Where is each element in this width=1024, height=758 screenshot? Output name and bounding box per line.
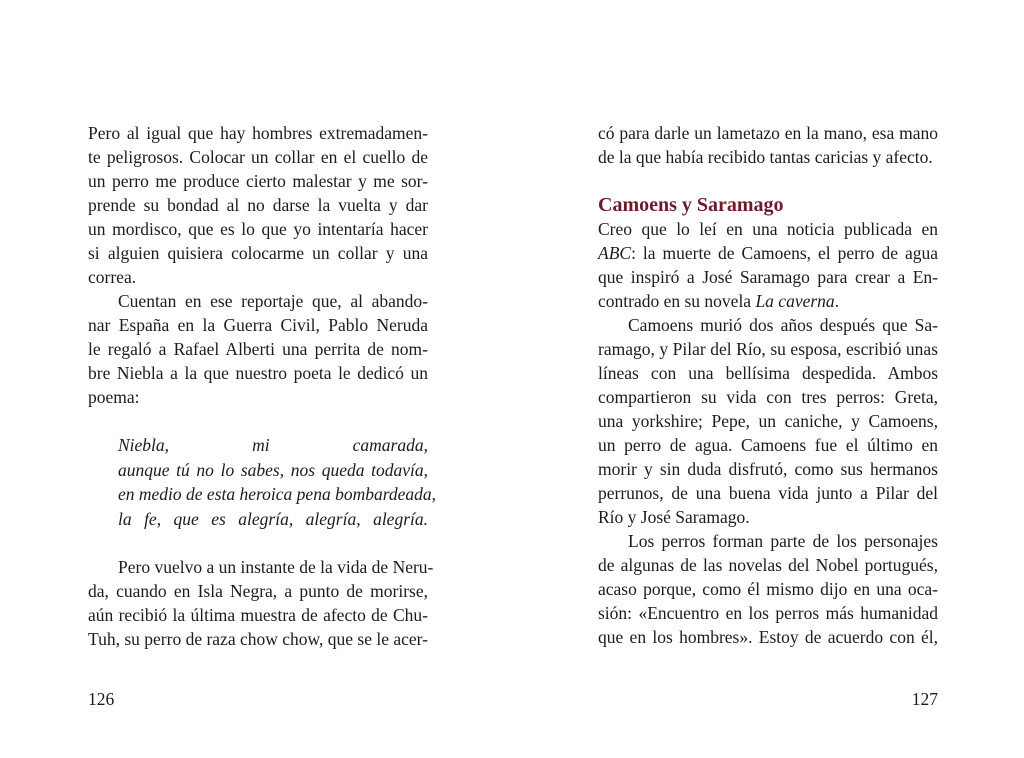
text-line: Río y José Saramago.: [598, 507, 750, 527]
text-line: Pero vuelvo a un instante de la vida de Neru-: [118, 557, 434, 577]
text-line: aún recibió la última muestra de afecto de Chu-: [88, 605, 428, 625]
text-span: : la muerte de Camoens, el perro de agua: [631, 243, 938, 263]
right-paragraph-3: [598, 313, 938, 529]
left-page: [88, 121, 437, 651]
right-paragraph-4: [598, 529, 938, 649]
text-line: Creo que lo leí en una noticia publicada en: [598, 219, 938, 239]
text-line: morir y sin duda disfrutó, como sus hermanos: [598, 459, 938, 479]
text-line: te peligrosos. Colocar un collar en el cuello de: [88, 147, 428, 167]
text-line: le regaló a Rafael Alberti una perrita de nom-: [88, 339, 428, 359]
verse-line: en medio de esta heroica pena bombardeada,: [118, 484, 437, 504]
text-line: có para darle un lametazo en la mano, esa mano: [598, 123, 938, 143]
text-line: líneas con una bellísima despedida. Ambos: [598, 363, 938, 383]
text-line: [598, 241, 938, 265]
text-span: .: [834, 291, 840, 311]
left-paragraph-1: [88, 121, 428, 289]
text-line: una yorkshire; Pepe, un caniche, y Camoens,: [598, 411, 938, 431]
page-number-left: 126: [88, 689, 115, 709]
poem-quote: [118, 433, 437, 531]
text-line: correa.: [88, 267, 137, 287]
text-line: de algunas de las novelas del Nobel portugués,: [598, 555, 938, 575]
text-line: sión: «Encuentro en los perros más humanidad: [598, 603, 938, 623]
text-line: compartieron su vida con tres perros: Greta,: [598, 387, 938, 407]
text-line: da, cuando en Isla Negra, a punto de morirse,: [88, 581, 428, 601]
text-span: contrado en su novela: [598, 291, 756, 311]
text-line: [598, 289, 938, 313]
newspaper-name: ABC: [598, 243, 632, 263]
left-paragraph-2: [88, 289, 428, 409]
text-line: Tuh, su perro de raza chow chow, que se le acer-: [88, 629, 428, 649]
right-paragraph-2: [598, 217, 938, 313]
text-line: de la que había recibido tantas caricias y afecto.: [598, 147, 933, 167]
text-line: bre Niebla a la que nuestro poeta le dedicó un: [88, 363, 428, 383]
novel-title: La caverna: [755, 291, 835, 311]
page-number-right: 127: [911, 689, 938, 709]
text-line: perrunos, de una buena vida junto a Pilar del: [598, 483, 938, 503]
text-line: si alguien quisiera colocarme un collar y una: [88, 243, 428, 263]
text-line: poema:: [88, 387, 140, 407]
text-line: que inspiró a José Saramago para crear a En-: [598, 267, 938, 287]
right-paragraph-1: [598, 121, 938, 169]
text-line: un perro me produce cierto malestar y me sor-: [88, 171, 428, 191]
left-paragraph-3: [88, 555, 434, 651]
text-line: un mordisco, que es lo que yo intentaría hacer: [88, 219, 428, 239]
text-line: nar España en la Guerra Civil, Pablo Neruda: [88, 315, 428, 335]
verse-line: aunque tú no lo sabes, nos queda todavía,: [118, 459, 428, 480]
text-line: que en los hombres». Estoy de acuerdo con él,: [598, 627, 938, 647]
text-line: Cuentan en ese reportaje que, al abando-: [118, 291, 428, 311]
right-page: [598, 121, 938, 649]
section-heading: Camoens y Saramago: [598, 194, 784, 216]
verse-line: Niebla, mi camarada,: [118, 435, 428, 455]
verse-line: la fe, que es alegría, alegría, alegría.: [118, 508, 428, 529]
text-line: Pero al igual que hay hombres extremadamen-: [88, 123, 428, 143]
text-line: ramago, y Pilar del Río, su esposa, escribió unas: [598, 339, 938, 359]
text-line: Camoens murió dos años después que Sa-: [628, 315, 938, 335]
text-line: un perro de agua. Camoens fue el último en: [598, 435, 938, 455]
text-line: Los perros forman parte de los personajes: [628, 531, 938, 551]
text-line: prende su bondad al no darse la vuelta y dar: [88, 195, 428, 215]
text-line: acaso porque, como él mismo dijo en una oca-: [598, 579, 938, 599]
